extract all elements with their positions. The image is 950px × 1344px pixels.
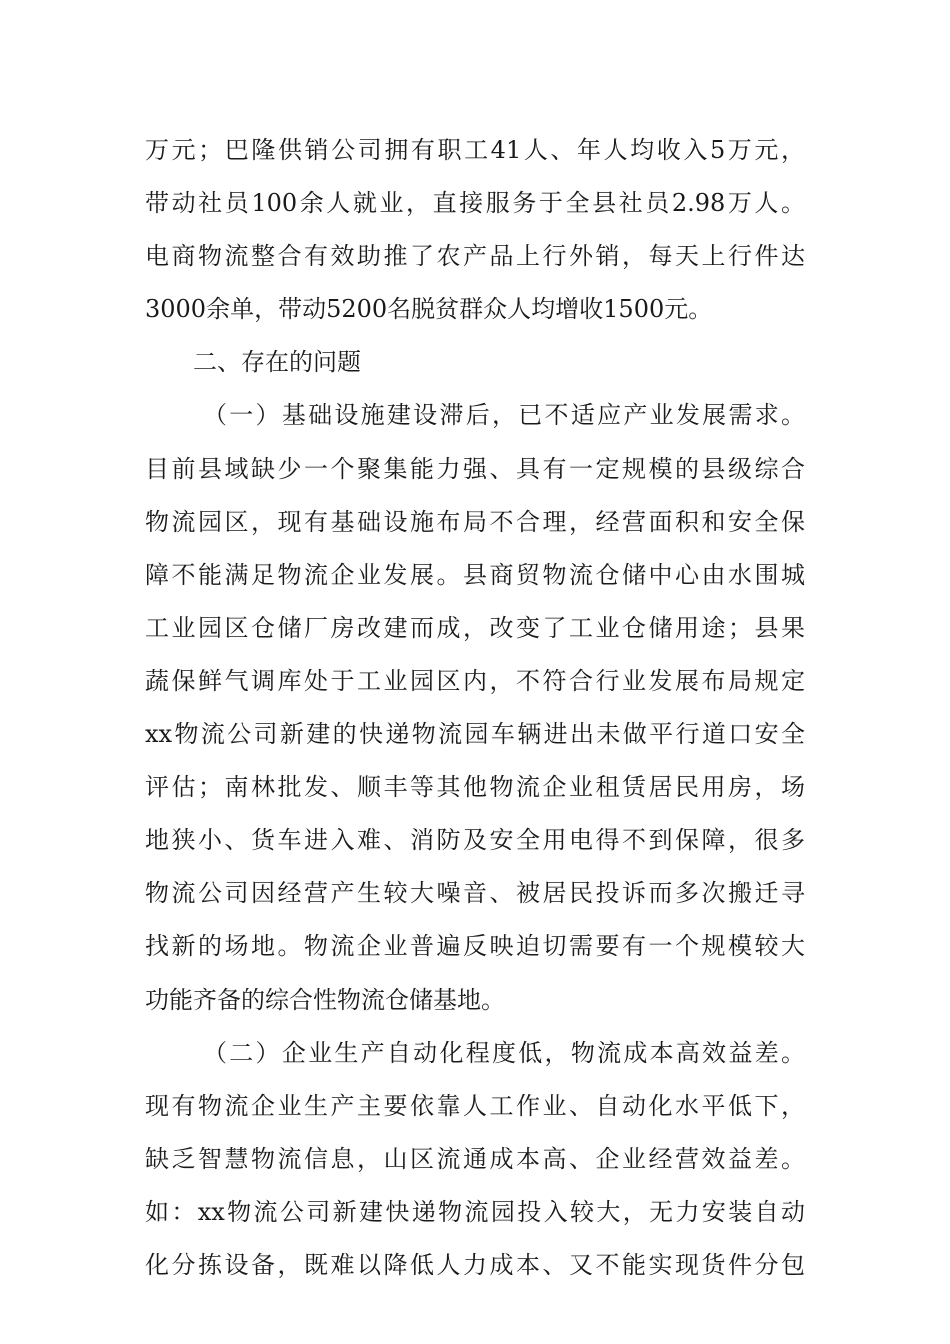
text-line: 障不能满足物流企业发展。县商贸物流仓储中心由水围城: [145, 560, 805, 589]
document-body: [145, 124, 805, 1292]
text-line: 物流园区，现有基础设施布局不合理，经营面积和安全保: [145, 507, 805, 536]
text-line: 目前县域缺少一个聚集能力强、具有一定规模的县级综合: [145, 454, 805, 483]
text-line: 3000余单，带动5200名脱贫群众人均增收1500元。: [145, 295, 713, 324]
text-line: 蔬保鲜气调库处于工业园区内，不符合行业发展布局规定: [145, 666, 805, 695]
text-line: 找新的场地。物流企业普遍反映迫切需要有一个规模较大: [145, 932, 805, 961]
subsection-heading: （一）基础设施建设滞后，已不适应产业发展需求。: [203, 401, 805, 430]
text-line: 评估；南林批发、顺丰等其他物流企业租赁居民用房，场: [145, 773, 805, 802]
text-line: 物流公司因经营产生较大噪音、被居民投诉而多次搬迁寻: [145, 879, 805, 908]
text-line: 万元；巴隆供销公司拥有职工41人、年人均收入5万元，: [145, 136, 805, 164]
text-line: 地狭小、货车进入难、消防及安全用电得不到保障，很多: [145, 826, 805, 855]
text-line: 电商物流整合有效助推了农产品上行外销，每天上行件达: [145, 242, 805, 271]
subsection-heading: （二）企业生产自动化程度低，物流成本高效益差。: [203, 1038, 805, 1067]
text-line: 带动社员100余人就业，直接服务于全县社员2.98万人。: [145, 189, 805, 218]
text-line: 功能齐备的综合性物流仓储基地。: [145, 985, 505, 1014]
section-heading: 二、存在的问题: [193, 348, 361, 377]
text-line: 缺乏智慧物流信息，山区流通成本高、企业经营效益差。: [145, 1144, 805, 1173]
text-line: 化分拣设备，既难以降低人力成本、又不能实现货件分包: [145, 1250, 805, 1279]
text-line: 工业园区仓储厂房改建而成，改变了工业仓储用途；县果: [145, 613, 805, 642]
text-line: 现有物流企业生产主要依靠人工作业、自动化水平低下，: [145, 1091, 805, 1120]
text-line: xx物流公司新建的快递物流园车辆进出未做平行道口安全: [145, 720, 805, 749]
text-line: 如：xx物流公司新建快递物流园投入较大，无力安装自动: [145, 1197, 805, 1226]
